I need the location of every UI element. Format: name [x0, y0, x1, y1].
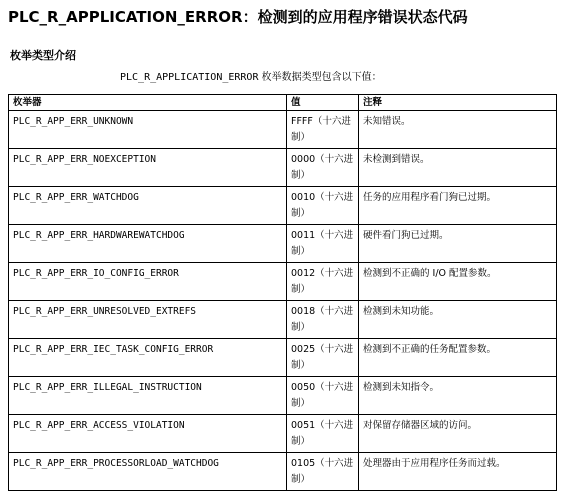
enumerator-name: PLC_R_APP_ERR_PROCESSORLOAD_WATCHDOG [9, 453, 287, 491]
table-row [9, 415, 557, 453]
table-row [9, 111, 557, 149]
header-comment: 注释 [359, 95, 557, 111]
table-row [9, 377, 557, 415]
header-enumerator: 枚举器 [9, 95, 287, 111]
enumerator-comment: 检测到不正确的任务配置参数。 [359, 339, 557, 377]
table-row [9, 225, 557, 263]
enumerator-name: PLC_R_APP_ERR_ACCESS_VIOLATION [9, 415, 287, 453]
enumerator-comment: 检测到不正确的 I/O 配置参数。 [359, 263, 557, 301]
intro-type-name: PLC_R_APPLICATION_ERROR [120, 72, 259, 83]
enumerator-name: PLC_R_APP_ERR_UNKNOWN [9, 111, 287, 149]
enumerator-name: PLC_R_APP_ERR_IO_CONFIG_ERROR [9, 263, 287, 301]
enumerator-value: 0051（十六进制） [287, 415, 359, 453]
page-title: PLC_R_APPLICATION_ERROR：检测到的应用程序错误状态代码 [8, 8, 468, 26]
header-value: 值 [287, 95, 359, 111]
enumerator-value: FFFF（十六进制） [287, 111, 359, 149]
enumerator-value: 0000（十六进制） [287, 149, 359, 187]
enumerator-name: PLC_R_APP_ERR_ILLEGAL_INSTRUCTION [9, 377, 287, 415]
enumerator-value: 0012（十六进制） [287, 263, 359, 301]
enumerator-value: 0018（十六进制） [287, 301, 359, 339]
section-heading: 枚举类型介绍 [10, 49, 76, 62]
enumerator-value: 0011（十六进制） [287, 225, 359, 263]
enumerator-comment: 未知错误。 [359, 111, 557, 149]
enumerator-comment: 对保留存储器区域的访问。 [359, 415, 557, 453]
table-header-row [9, 95, 557, 111]
enumerator-name: PLC_R_APP_ERR_IEC_TASK_CONFIG_ERROR [9, 339, 287, 377]
enumerator-comment: 处理器由于应用程序任务而过载。 [359, 453, 557, 491]
enumerator-value: 0025（十六进制） [287, 339, 359, 377]
table-row [9, 187, 557, 225]
enumerator-name: PLC_R_APP_ERR_HARDWAREWATCHDOG [9, 225, 287, 263]
enumerator-value: 0105（十六进制） [287, 453, 359, 491]
enumerator-comment: 任务的应用程序看门狗已过期。 [359, 187, 557, 225]
table-row [9, 339, 557, 377]
enumerator-comment: 硬件看门狗已过期。 [359, 225, 557, 263]
table-row [9, 301, 557, 339]
enumerator-value: 0010（十六进制） [287, 187, 359, 225]
enumerator-name: PLC_R_APP_ERR_NOEXCEPTION [9, 149, 287, 187]
enum-table [8, 94, 557, 491]
enumerator-name: PLC_R_APP_ERR_WATCHDOG [9, 187, 287, 225]
table-row [9, 453, 557, 491]
table-row [9, 263, 557, 301]
enumerator-comment: 未检测到错误。 [359, 149, 557, 187]
enumerator-comment: 检测到未知功能。 [359, 301, 557, 339]
enumerator-value: 0050（十六进制） [287, 377, 359, 415]
table-row [9, 149, 557, 187]
enumerator-comment: 检测到未知指令。 [359, 377, 557, 415]
intro-text: 枚举数据类型包含以下值： [258, 72, 382, 83]
intro-paragraph [120, 68, 382, 83]
enumerator-name: PLC_R_APP_ERR_UNRESOLVED_EXTREFS [9, 301, 287, 339]
